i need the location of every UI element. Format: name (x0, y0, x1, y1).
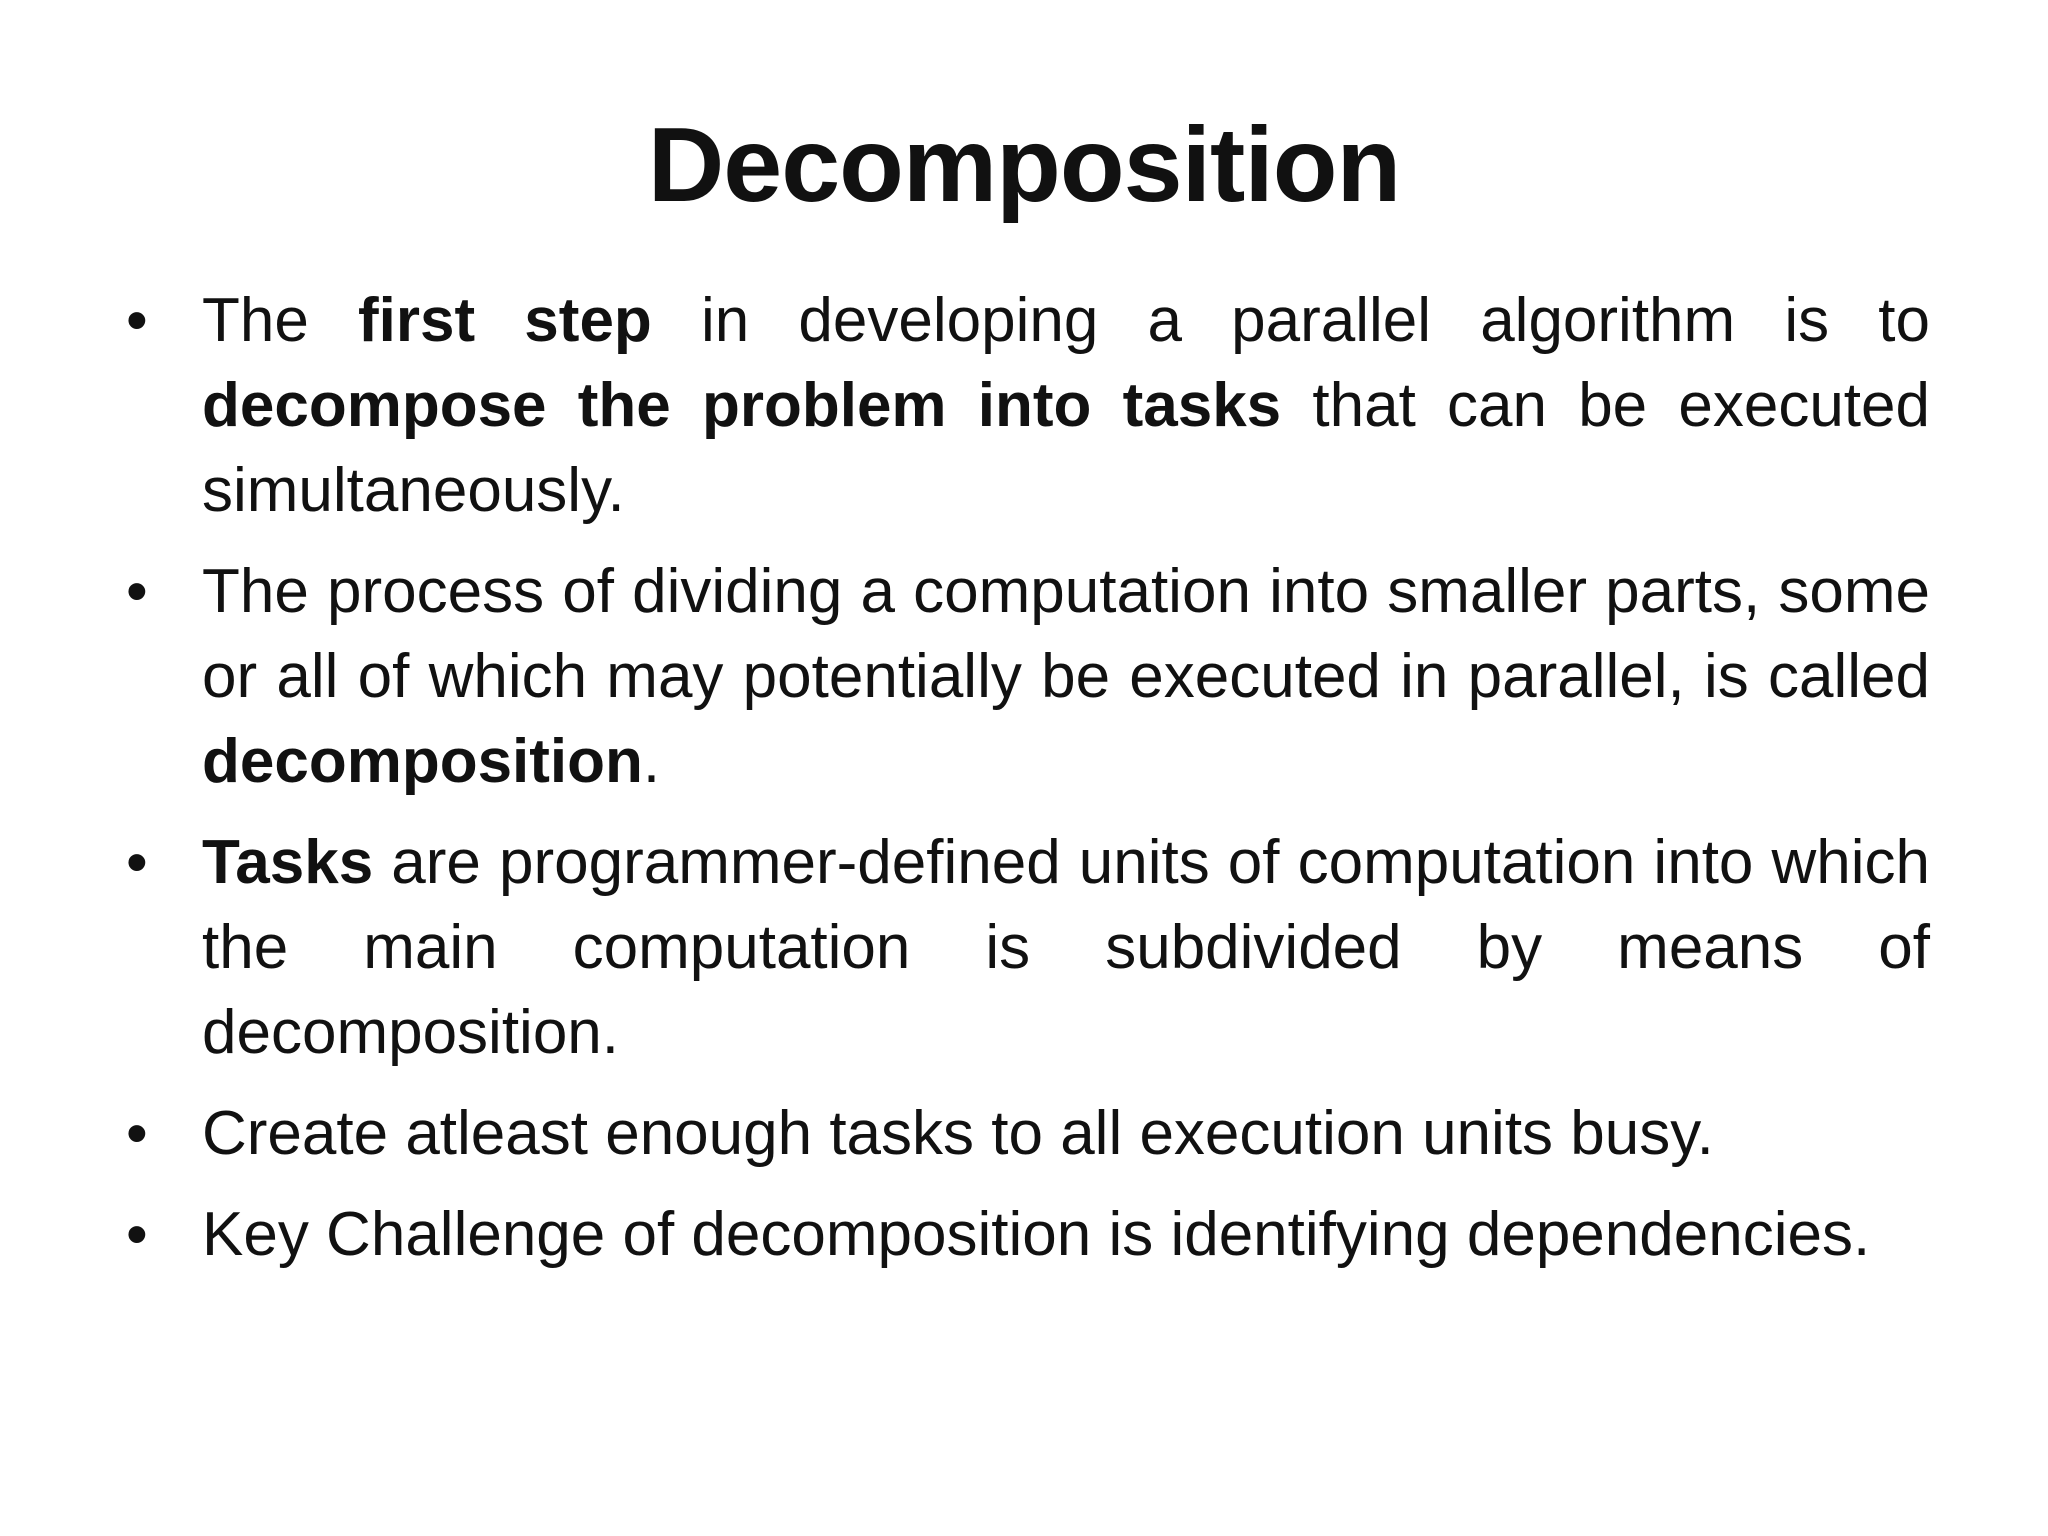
slide-title: Decomposition (647, 106, 1401, 224)
bullet-icon: • (126, 1099, 148, 1168)
bullet-item-1 (126, 278, 1930, 533)
bullet-text-plain: Key Challenge of decomposition is identifying dependencies. (202, 1200, 1871, 1269)
bullet-icon: • (126, 286, 148, 355)
bullet-text-bold: first step (358, 286, 652, 355)
bullet-text-plain: are programmer-defined units of computation into which the main computation is subdivided by means of decomposition. (202, 828, 1930, 1067)
bullet-icon: • (126, 557, 148, 626)
bullet-text-plain: that can be executed simultaneously. (202, 371, 1930, 525)
bullet-text-plain: The process of dividing a computation into smaller parts, some or all of which may potentially be executed in parallel, is called (202, 557, 1930, 711)
bullet-text-plain: The (202, 286, 359, 355)
bullet-text-plain: in developing a parallel algorithm is to (651, 286, 1931, 355)
bullet-item-4 (126, 1091, 1930, 1176)
bullet-item-2 (126, 549, 1930, 804)
bullet-text-bold: Tasks (202, 828, 374, 897)
bullet-text-bold: decompose the problem into tasks (202, 371, 1282, 440)
bullet-icon: • (126, 1200, 148, 1269)
bullet-item-5 (126, 1192, 1930, 1277)
bullet-list (126, 278, 1930, 1293)
bullet-item-3 (126, 820, 1930, 1075)
bullet-icon: • (126, 828, 148, 897)
bullet-text-plain: . (642, 727, 661, 796)
bullet-text-bold: decomposition (202, 727, 643, 796)
bullet-text-plain: Create atleast enough tasks to all execution units busy. (202, 1099, 1714, 1168)
